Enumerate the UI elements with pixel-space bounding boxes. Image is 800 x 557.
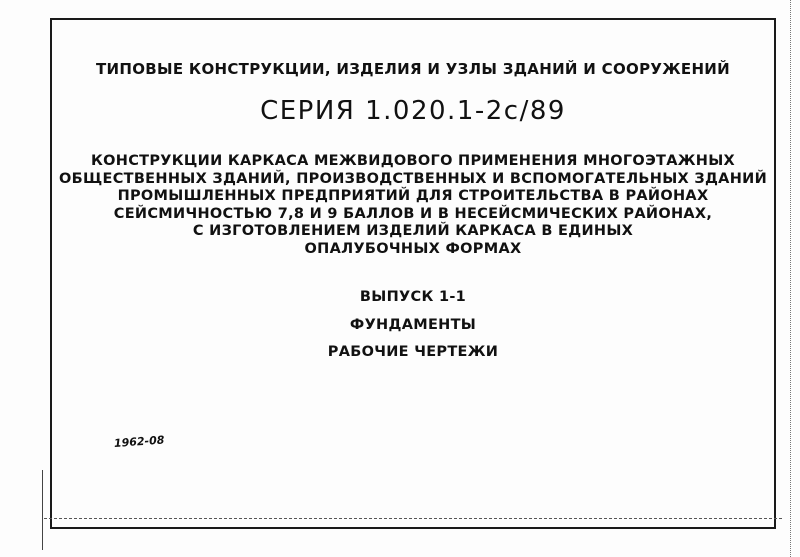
collection-title: ТИПОВЫЕ КОНСТРУКЦИИ, ИЗДЕЛИЯ И УЗЛЫ ЗДАНИЙ И СООРУЖЕНИЙ bbox=[95, 60, 731, 78]
description-block bbox=[50, 153, 776, 258]
title-frame bbox=[50, 18, 776, 529]
issue-label: ВЫПУСК 1-1 bbox=[359, 289, 467, 305]
description-line: ОБЩЕСТВЕННЫХ ЗДАНИЙ, ПРОИЗВОДСТВЕННЫХ И ВСПОМОГАТЕЛЬНЫХ ЗДАНИЙ bbox=[58, 170, 768, 187]
inventory-code: 1962-08 bbox=[113, 433, 165, 450]
scan-artifact-left bbox=[42, 470, 43, 550]
frame-scan-edge bbox=[44, 518, 782, 519]
description-line: КОНСТРУКЦИИ КАРКАСА МЕЖВИДОВОГО ПРИМЕНЕНИЯ МНОГОЭТАЖНЫХ bbox=[90, 153, 736, 169]
description-line: СЕЙСМИЧНОСТЬЮ 7,8 И 9 БАЛЛОВ И В НЕСЕЙСМИЧЕСКИХ РАЙОНАХ, bbox=[113, 205, 713, 222]
series-label: СЕРИЯ 1.020.1-2с/89 bbox=[260, 96, 566, 126]
description-line: ОПАЛУБОЧНЫХ ФОРМАХ bbox=[304, 240, 522, 257]
document-kind: РАБОЧИЕ ЧЕРТЕЖИ bbox=[327, 344, 499, 360]
scan-artifact-right bbox=[790, 0, 795, 557]
description-line: ПРОМЫШЛЕННЫХ ПРЕДПРИЯТИЙ ДЛЯ СТРОИТЕЛЬСТВА В РАЙОНАХ bbox=[117, 188, 709, 204]
description-line: С ИЗГОТОВЛЕНИЕМ ИЗДЕЛИЙ КАРКАСА В ЕДИНЫХ bbox=[192, 223, 634, 239]
issue-topic: ФУНДАМЕНТЫ bbox=[349, 317, 477, 333]
